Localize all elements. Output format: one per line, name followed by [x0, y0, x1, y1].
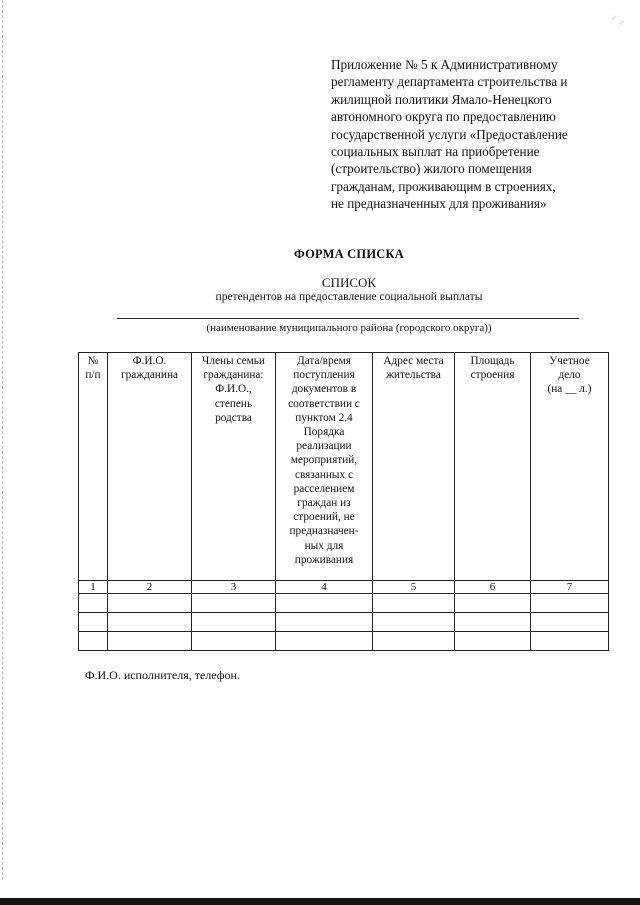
- appendix-line: не предназначенных для проживания»: [331, 196, 547, 212]
- table-cell: [373, 594, 455, 613]
- executor-contact: Ф.И.О. исполнителя, телефон.: [85, 668, 240, 682]
- table-header-cell: [531, 353, 609, 581]
- header-line: родства: [215, 411, 252, 424]
- table-cell: [276, 632, 373, 651]
- header-line: пунктом 2.4: [295, 411, 353, 424]
- header-line: проживания: [294, 553, 354, 566]
- appendix-line: жилищной политики Ямало-Ненецкого: [331, 91, 552, 107]
- header-line: строений, не: [293, 511, 355, 524]
- table-header-cell: [373, 353, 455, 581]
- header-line: (на __ л.): [547, 383, 592, 396]
- header-line: ных для: [304, 539, 344, 552]
- table-cell: [531, 594, 609, 613]
- appendix-note: [331, 56, 621, 213]
- header-line: гражданина: [120, 369, 178, 382]
- table-cell: [276, 613, 373, 632]
- header-line: №: [87, 355, 99, 367]
- header-line: жительства: [386, 369, 441, 382]
- header-line: соответствии с: [288, 397, 360, 410]
- municipality-caption: (наименование муниципального района (городского округа)): [206, 322, 492, 334]
- header-line: расселением: [293, 482, 355, 495]
- page-left-edge: [2, 0, 4, 880]
- header-line: Учетное: [549, 355, 590, 367]
- table-header-cell: [192, 353, 276, 581]
- column-number-cell: 4: [276, 581, 373, 594]
- appendix-line: гражданам, проживающим в строениях,: [331, 178, 556, 194]
- header-line: граждан из: [297, 497, 351, 510]
- table-cell: [192, 594, 276, 613]
- header-line: Члены семьи: [202, 355, 265, 367]
- appendix-line: государственной услуги «Предоставление: [331, 126, 568, 142]
- header-line: Площадь: [470, 355, 515, 367]
- header-line: связанных с: [294, 468, 354, 481]
- appendix-line: социальных выплат на приобретение: [331, 144, 540, 160]
- column-number-cell: 5: [373, 581, 455, 594]
- header-line: Ф.И.О.: [132, 355, 167, 367]
- scan-corner-mark: ≈ ≈: [608, 13, 628, 28]
- header-line: дело: [558, 369, 581, 382]
- table-cell: [79, 613, 108, 632]
- appendix-line: автономного округа по предоставлению: [331, 109, 556, 125]
- table-header-row: [79, 353, 609, 581]
- table-cell: [192, 613, 276, 632]
- table-row: [79, 632, 609, 651]
- header-line: строения: [470, 369, 515, 382]
- table-row: [79, 594, 609, 613]
- table-cell: [192, 632, 276, 651]
- header-line: гражданина:: [203, 369, 264, 382]
- appendix-line: (строительство) жилого помещения: [331, 161, 532, 177]
- header-line: мероприятий,: [290, 454, 358, 467]
- column-number-cell: 3: [192, 581, 276, 594]
- table-cell: [108, 613, 192, 632]
- table-row: [79, 613, 609, 632]
- header-line: степень: [214, 397, 253, 410]
- header-line: п/п: [85, 369, 101, 382]
- table-cell: [108, 594, 192, 613]
- header-line: Порядка: [303, 426, 345, 439]
- form-title: ФОРМА СПИСКА: [294, 247, 404, 261]
- table-cell: [79, 632, 108, 651]
- table-cell: [108, 632, 192, 651]
- municipality-blank-line: [117, 318, 579, 319]
- table-cell: [276, 594, 373, 613]
- table-cell: [373, 632, 455, 651]
- table-cell: [79, 594, 108, 613]
- column-number-cell: 2: [108, 581, 192, 594]
- scan-bottom-bar: [0, 898, 640, 905]
- header-line: предназначен-: [289, 525, 359, 538]
- column-number-row: [79, 581, 609, 594]
- applicants-table: [78, 352, 609, 651]
- header-line: поступления: [293, 369, 355, 382]
- column-number-cell: 1: [79, 581, 108, 594]
- table-cell: [373, 613, 455, 632]
- table-cell: [455, 594, 531, 613]
- header-line: Ф.И.О.,: [215, 383, 252, 396]
- header-line: Адрес места: [383, 355, 444, 367]
- table-header-cell: [455, 353, 531, 581]
- table-cell: [455, 632, 531, 651]
- table-cell: [531, 613, 609, 632]
- table-cell: [455, 613, 531, 632]
- table-cell: [531, 632, 609, 651]
- header-line: реализации: [296, 440, 352, 453]
- header-line: документов в: [291, 383, 357, 396]
- column-number-cell: 7: [531, 581, 609, 594]
- table-header-cell: [79, 353, 108, 581]
- appendix-line: регламенту департамента строительства и: [331, 74, 568, 90]
- list-title: СПИСОК: [321, 275, 377, 290]
- appendix-line: Приложение № 5 к Административному: [331, 57, 558, 72]
- table-header-cell: [108, 353, 192, 581]
- column-number-cell: 6: [455, 581, 531, 594]
- header-line: Дата/время: [297, 355, 351, 367]
- table-header-cell: [276, 353, 373, 581]
- list-subtitle: претендентов на предоставление социальной выплаты: [215, 291, 483, 303]
